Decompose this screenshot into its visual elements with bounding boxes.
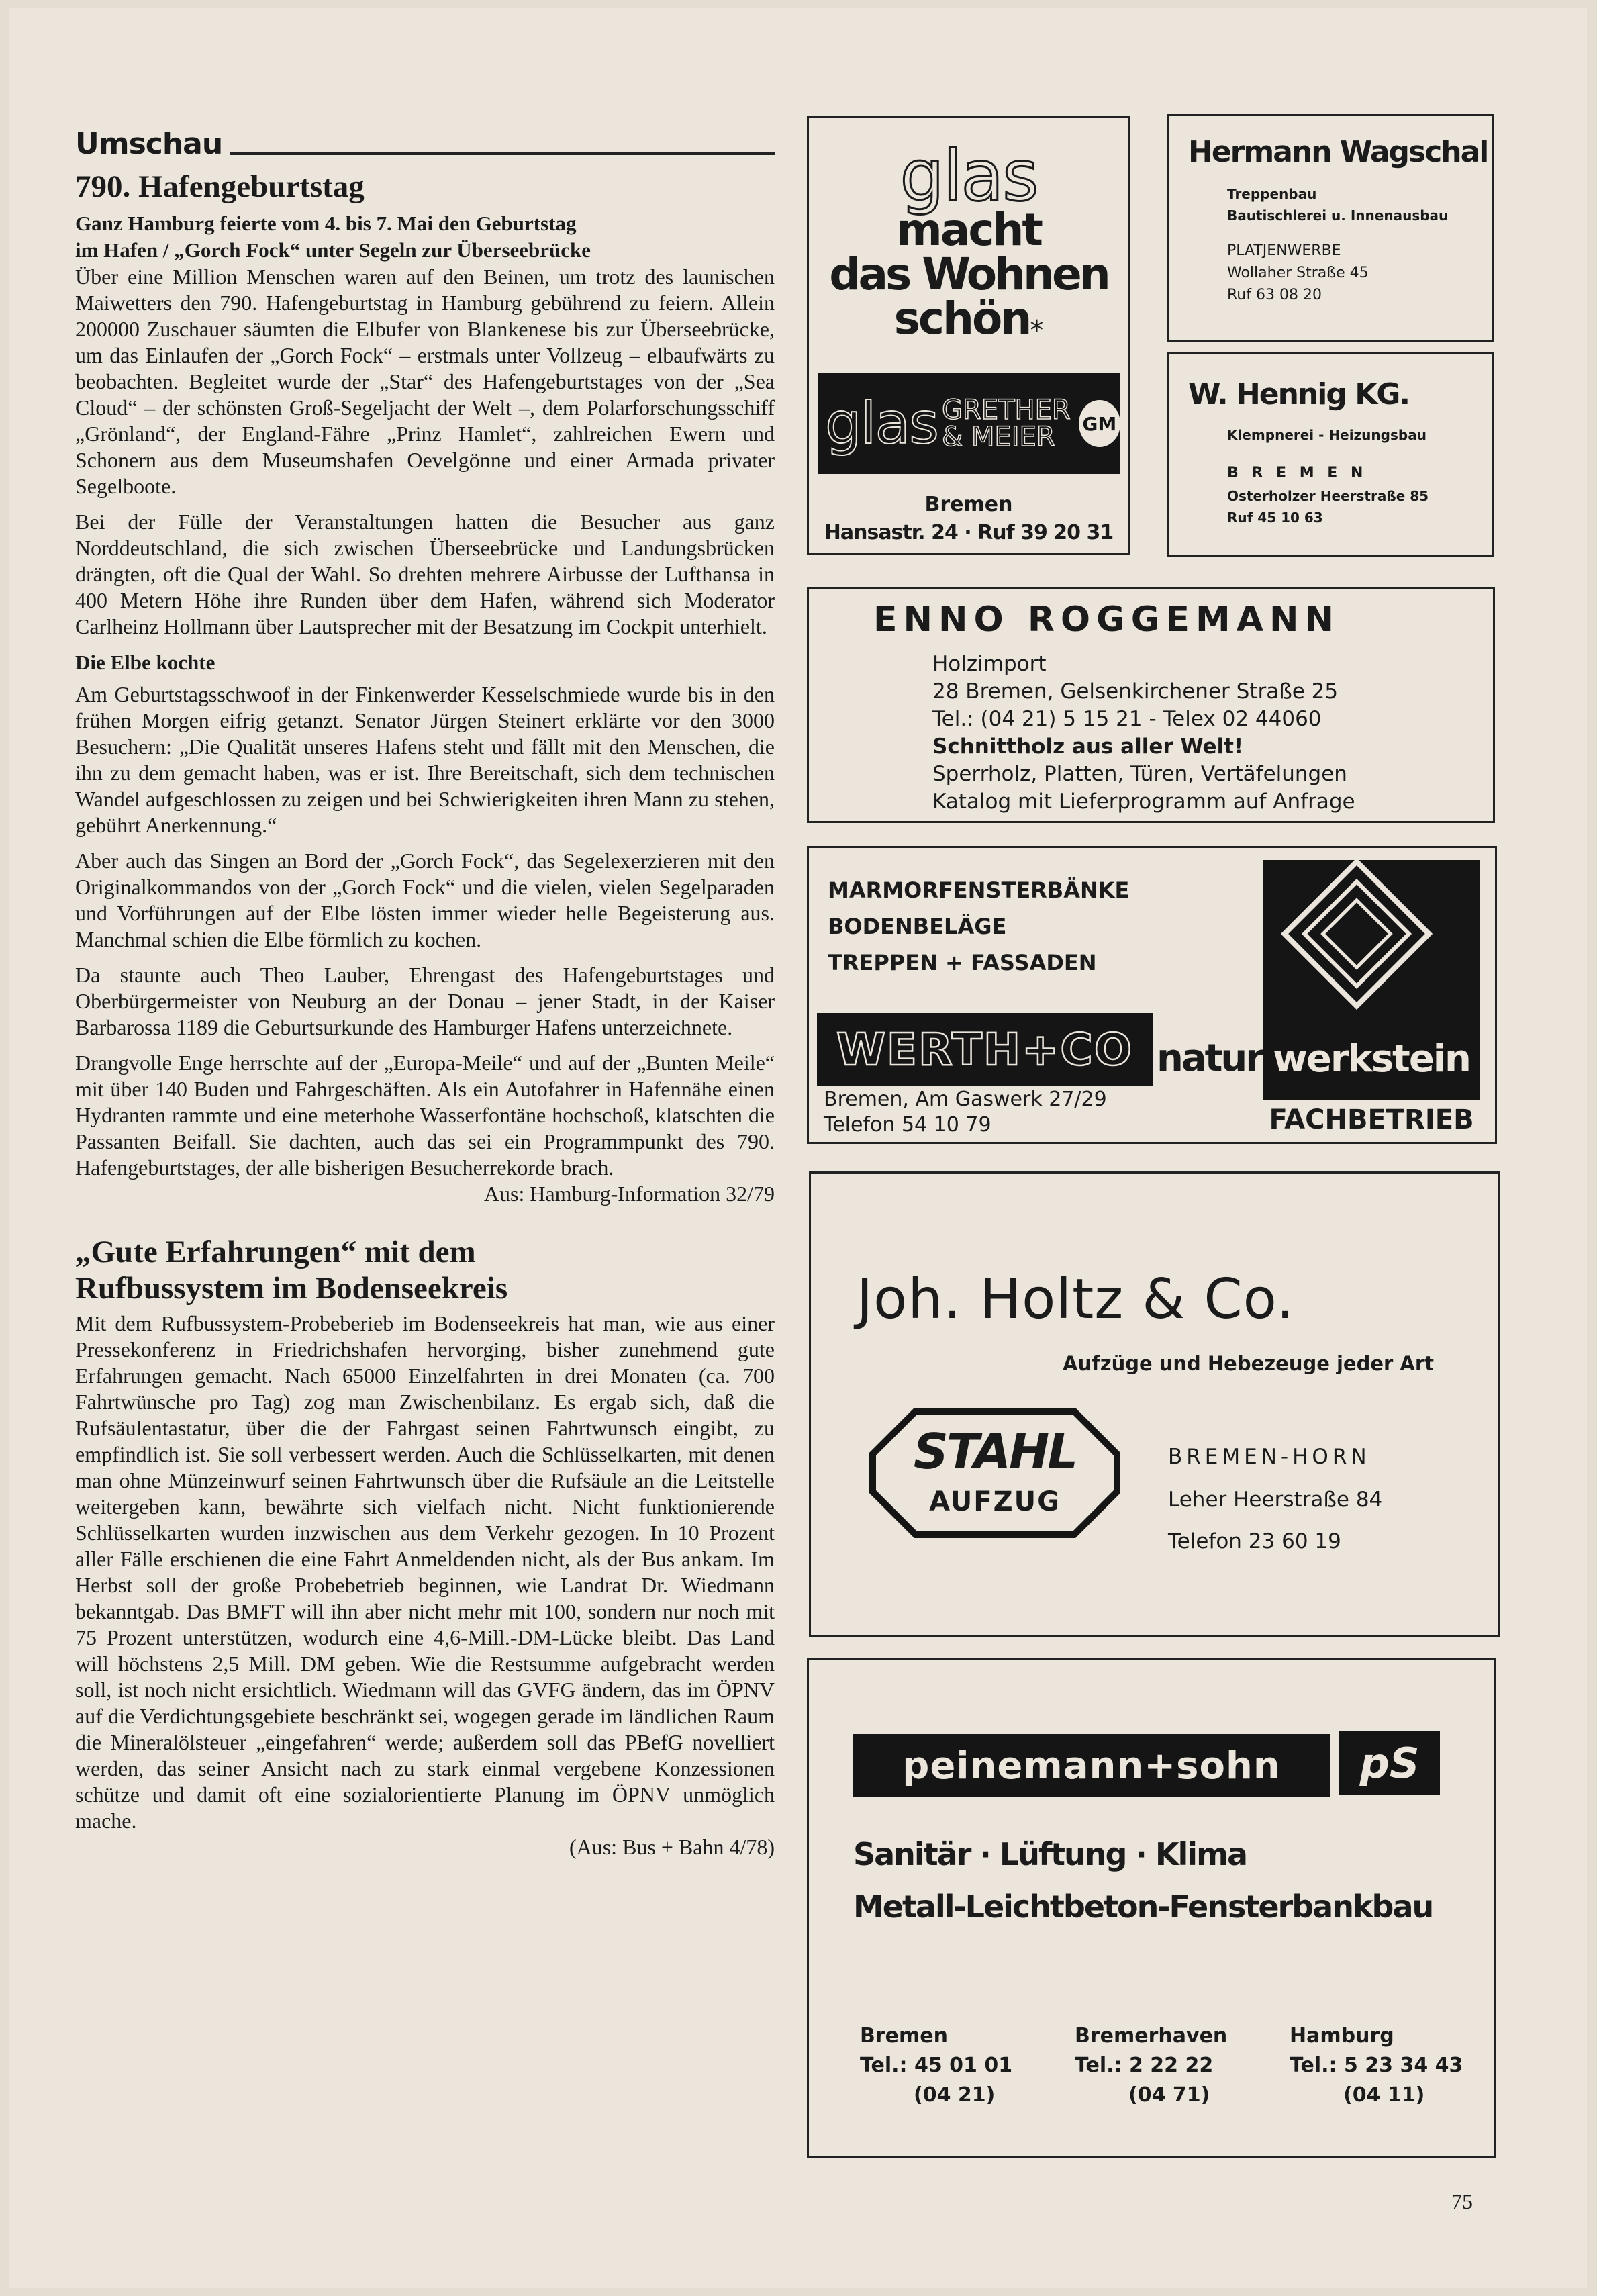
paragraph: Mit dem Rufbussystem-Probeberieb im Bodenseekreis hat man, wie aus einer Pressekonferenz in Friedrichshafen hervorging, bisher zunehmend gute Erfahrungen gemacht. Nach 65000 Einzelfahrten in drei Monaten (ca. 700 Fahrtwünsche pro Tag) zog man Zwischenbilanz. Es ergab sich, daß die Rufsäulentastatur, über die der Fahrgast seinen Fahrtwunsch eingibt, zu empfindlich ist. Sie soll verbessert werden. Auch die Schlüsselkarten, mit denen man ohne Münzeinwurf seinen Fahrtwunsch über die Rufsäule an die Leitstelle weitergeben kann, bewährte sich vielfach nicht. Nicht funktionierende Schlüsselkarten wurden inzwischen aus dem Verkehr gezogen. In 10 Prozent aller Fälle erschienen die eine Fahrt Anmeldenden nicht, als der Bus ankam. Im Herbst soll der große Probebetrieb beginnen, wie Landrat Dr. Wiedmann bekanntgab. Das BMFT will ihn aber nicht mehr mit 100, sondern nur noch mit 75 Prozent unterstützen, wodurch eine 4,6-Mill.-DM-Lücke bleibt. Das Land will höchstens 2,5 Mill. DM geben. Wie die Restsumme aufgebracht werden soll, ist noch nicht ersichtlich. Wiedmann will das GVFG ändern, das im ÖPNV auf die Verdichtungsgebiete beschränkt sei, wogegen gerade im ländlichen Raum die Mineralölsteuer „eingefahren“ werde; außerdem soll das PBefG novelliert werden, das seiner Ansicht nach zu stark einmal vergebene Konzessionen schütze und damit oft eine sozialorientierte Planung im ÖPNV unmöglich mache. — [75, 1311, 775, 1833]
office-city: Bremerhaven — [1075, 2024, 1228, 2048]
ad-werth — [807, 846, 1497, 1144]
ad-address: Hansastr. 24 · Ruf 39 20 31 — [824, 521, 1114, 544]
article-subtitle: Ganz Hamburg feierte vom 4. bis 7. Mai den Geburtstag — [75, 211, 577, 236]
ad-line: Telefon 23 60 19 — [1168, 1529, 1341, 1553]
ad-line: Schnittholz aus aller Welt! — [932, 734, 1244, 759]
gm-emblem-icon: GM — [1079, 400, 1120, 447]
werth-logo: WERTH+CO — [817, 1013, 1153, 1086]
ad-details — [932, 651, 1355, 816]
ad-line: Treppenbau — [1227, 186, 1317, 202]
ad-line: Leher Heerstraße 84 — [1168, 1488, 1383, 1512]
ad-line: Katalog mit Lieferprogramm auf Anfrage — [932, 790, 1355, 814]
ps-logo-icon: pS — [1339, 1731, 1440, 1795]
article-title: 790. Hafengeburtstag — [75, 169, 365, 204]
ad-line: Osterholzer Heerstraße 85 — [1227, 488, 1429, 504]
asterisk-mark: * — [1030, 315, 1044, 346]
section-rule — [230, 152, 775, 155]
stahl-aufzug-logo — [869, 1407, 1121, 1539]
ad-wagschal — [1167, 114, 1494, 342]
magazine-page — [9, 8, 1587, 2288]
logo-glas: glas — [825, 390, 938, 457]
ad-roggemann — [807, 587, 1495, 823]
office-city: Bremen — [860, 2024, 948, 2048]
section-header — [75, 119, 775, 159]
ad-line: Ruf 63 08 20 — [1227, 287, 1322, 303]
ad-line: Bremen, Am Gaswerk 27/29 — [824, 1088, 1107, 1111]
werkstein-block — [1263, 860, 1480, 1100]
ad-slogan-line — [809, 293, 1128, 346]
ad-slogan: macht — [896, 204, 1041, 256]
ad-company-name: W. Hennig KG. — [1188, 377, 1410, 412]
ad-line: Wollaher Straße 45 — [1227, 265, 1369, 281]
office-hamburg — [1290, 2021, 1463, 2110]
peinemann-logo: peinemann+sohn — [853, 1734, 1330, 1797]
article-column — [75, 119, 775, 1860]
werkstein-label: werkstein — [1273, 1037, 1470, 1081]
ad-line: Metall-Leichtbeton-Fensterbankbau — [853, 1888, 1433, 1925]
ad-line: Klempnerei - Heizungsbau — [1227, 427, 1426, 443]
ad-line: TREPPEN + FASSADEN — [828, 950, 1097, 975]
office-bremen — [860, 2021, 1012, 2110]
section-title: Umschau — [75, 127, 223, 161]
office-tel: Tel.: 5 23 34 43 — [1290, 2054, 1463, 2077]
ad-hennig — [1167, 352, 1494, 557]
ad-line: 28 Bremen, Gelsenkirchener Straße 25 — [932, 679, 1339, 704]
ad-line: Tel.: (04 21) 5 15 21 - Telex 02 44060 — [932, 707, 1322, 731]
ad-services — [828, 872, 1129, 981]
ad-line: Bautischlerei u. Innenausbau — [1227, 207, 1449, 224]
ad-peinemann — [807, 1658, 1496, 2158]
paragraph: Bei der Fülle der Veranstaltungen hatten die Besucher aus ganz Norddeutschland, die sich zwischen Überseebrücke und Landungsbrücken drängten, oft die Qual der Wahl. So drehten mehrere Airbusse der Lufthansa in 400 Metern Höhe ihre Runden über dem Hafen, während sich Moderator Carlheinz Hollmann über Lautsprecher mit der Besatzung im Cockpit unterhielt. — [75, 510, 775, 639]
ad-glas-word: glas — [900, 135, 1038, 217]
ad-line: Sperrholz, Platten, Türen, Vertäfelungen — [932, 762, 1347, 786]
article-hafengeburtstag — [75, 169, 775, 1207]
ad-line: MARMORFENSTERBÄNKE — [828, 877, 1130, 903]
ad-line: Holzimport — [932, 652, 1047, 676]
subheading: Die Elbe kochte — [75, 651, 215, 675]
ad-holtz — [809, 1171, 1500, 1637]
ad-company-name: Joh. Holtz & Co. — [857, 1267, 1295, 1331]
article-source: (Aus: Bus + Bahn 4/78) — [569, 1835, 775, 1860]
paragraph: Am Geburtstagsschwoof in der Finkenwerder Kesselschmiede wurde bis in den frühen Morgen eifrig getanzt. Senator Jürgen Steinert erklärte vor den 3000 Besuchern: „Die Qualität unseres Hafens steht und fällt mit den Menschen, die ihn zu dem gemacht haben, was er ist. Ihre Bereitschaft, sich dem technischen Wandel aufgeschlossen zu zeigen und bei Schwierigkeiten ihren Mann zu stehen, gebührt Anerkennung.“ — [75, 682, 775, 838]
grether-meier-logo — [818, 373, 1120, 474]
article-rufbus — [75, 1234, 775, 1860]
ad-slogan: das Wohnen — [829, 248, 1108, 300]
paragraph: Aber auch das Singen an Bord der „Gorch Fock“, das Segelexerzieren mit den Originalkommandos von der „Gorch Fock“ und die vielen, vielen Segelparaden und Vorführungen auf der Elbe lösten immer wieder helle Begeisterung aus. Manchmal schien die Elbe förmlich zu kochen. — [75, 849, 775, 952]
logo-name: & MEIER — [942, 422, 1055, 452]
ad-grether-meier — [807, 116, 1130, 555]
office-code: (04 11) — [1343, 2083, 1425, 2107]
office-code: (04 71) — [1128, 2083, 1210, 2107]
ad-line: B R E M E N — [1227, 465, 1367, 481]
ad-line: Sanitär · Lüftung · Klima — [853, 1836, 1247, 1872]
ad-line: Ruf 45 10 63 — [1227, 510, 1323, 526]
ad-slogan: schön — [893, 293, 1030, 344]
office-bremerhaven — [1075, 2021, 1227, 2110]
diamond-icon — [1281, 858, 1433, 1010]
ad-city: BREMEN-HORN — [1168, 1445, 1371, 1469]
article-title: „Gute Erfahrungen“ mit dem — [75, 1235, 476, 1270]
article-title: Rufbussystem im Bodenseekreis — [75, 1271, 508, 1306]
paragraph: Über eine Million Menschen waren auf den Beinen, um trotz des launischen Maiwetters den 790. Hafengeburtstag in Hamburg gebührend zu feiern. Allein 200000 Zuschauer säumten die Elbufer von Blankenese bis zur Überseebrücke, um das Einlaufen der „Gorch Fock“ – erstmals unter Vollzeug – elbaufwärts zu beobachten. Begleitet wurde der „Star“ des Hafengeburtstages von der „Sea Cloud“ – der schönsten Groß-Segeljacht der Welt –, dem Polarforschungsschiff „Grönland“, der England-Fähre „Prinz Hamlet“, zahlreichen Ewern und Schonern aus dem Museumshafen Oevelgönne und einer Armada privater Segelboote. — [75, 265, 775, 499]
natur-label: natur — [1157, 1037, 1262, 1080]
ad-line: BODENBELÄGE — [828, 914, 1007, 939]
ad-line: Telefon 54 10 79 — [824, 1113, 991, 1137]
ad-company-name: ENNO ROGGEMANN — [873, 600, 1341, 640]
ad-line: PLATJENWERBE — [1227, 242, 1341, 259]
ad-tagline: Aufzüge und Hebezeuge jeder Art — [1063, 1352, 1435, 1375]
office-tel: Tel.: 45 01 01 — [860, 2054, 1013, 2077]
logo-names — [942, 397, 1071, 450]
office-tel: Tel.: 2 22 22 — [1075, 2054, 1214, 2077]
page-number: 75 — [1451, 2189, 1473, 2213]
office-city: Hamburg — [1290, 2024, 1394, 2048]
ad-company-name: Hermann Wagschal — [1188, 135, 1488, 169]
ad-city: Bremen — [924, 493, 1013, 516]
article-source: Aus: Hamburg-Information 32/79 — [483, 1182, 775, 1206]
article-subtitle: im Hafen / „Gorch Fock“ unter Segeln zur Überseebrücke — [75, 238, 591, 262]
office-code: (04 21) — [914, 2083, 996, 2107]
logo-name: GRETHER — [942, 395, 1071, 426]
paragraph: Drangvolle Enge herrschte auf der „Europa-Meile“ und auf der „Bunten Meile“ mit über 140 Buden und Fahrgeschäften. Als ein Autofahrer in Hafennähe einen Hydranten rammte und eine meterhohe Wasserfontäne hochschoß, klatschten die Passanten Beifall. Sie dachten, auch das sei ein Programmpunkt des 790. Hafengeburtstages, der alle bisherigen Besucherrekorde brach. — [75, 1051, 775, 1180]
paragraph: Da staunte auch Theo Lauber, Ehrengast des Hafengeburtstages und Oberbürgermeister von Neuburg an der Donau – jener Stadt, in der Kaiser Barbarossa 1189 die Geburtsurkunde des Hamburger Hafens unterzeichnete. — [75, 963, 775, 1040]
logo-stahl: STAHL — [913, 1423, 1077, 1480]
fachbetrieb-label: FACHBETRIEB — [1269, 1104, 1474, 1135]
logo-aufzug: AUFZUG — [929, 1486, 1061, 1517]
ad-address — [824, 1087, 1107, 1138]
ad-address — [1168, 1445, 1382, 1553]
